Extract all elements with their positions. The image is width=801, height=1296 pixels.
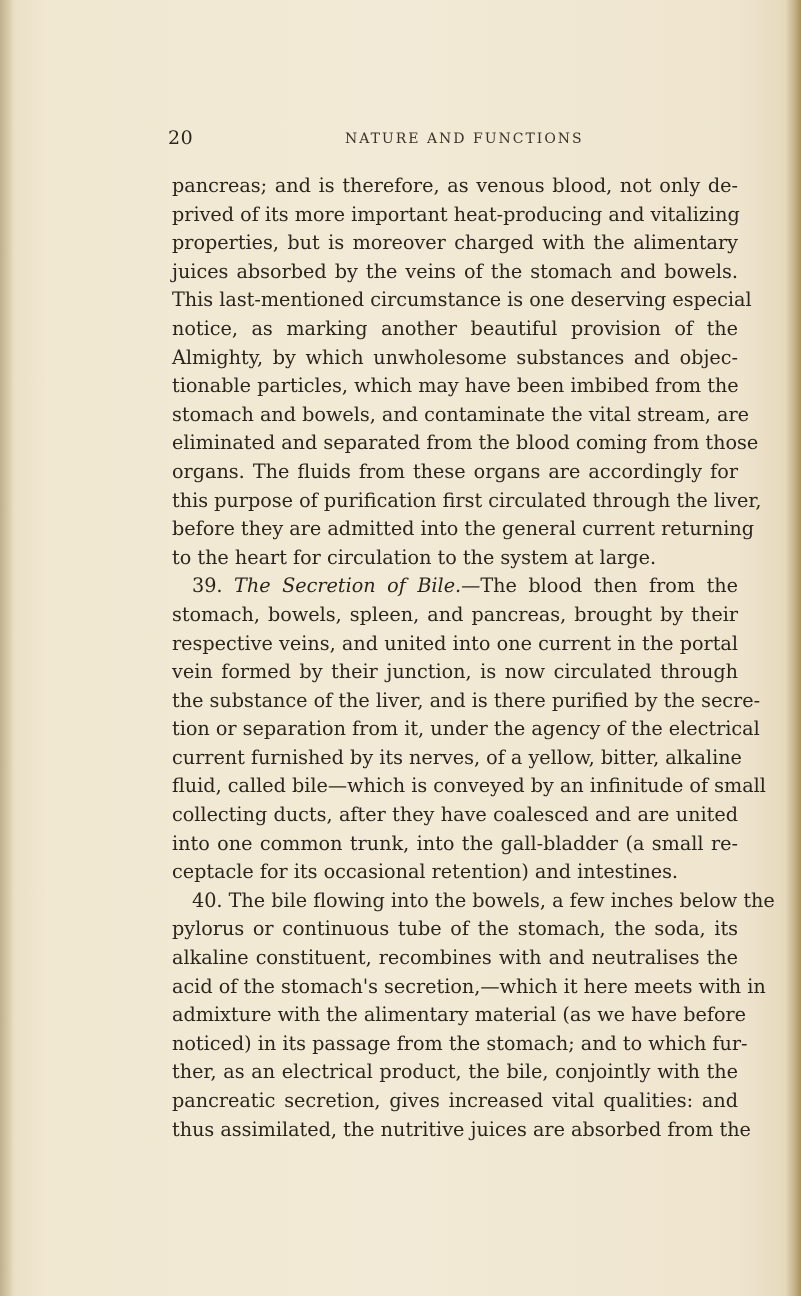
text-line: vein formed by their junction, is now circulated through	[172, 660, 738, 684]
text-line: into one common trunk, into the gall-bladder (a small re-	[172, 831, 738, 855]
text-line	[172, 887, 775, 916]
running-title: NATURE AND FUNCTIONS	[345, 131, 584, 147]
page-gutter-shadow	[0, 0, 14, 1296]
text-line: before they are admitted into the general current returning	[172, 517, 755, 541]
text-line	[172, 572, 738, 601]
text-line: properties, but is moreover charged with the alimentary	[172, 231, 738, 255]
text-line: organs. The fluids from these organs are accordingly for	[172, 459, 738, 483]
section-first-line: —The blood then from the	[461, 574, 738, 598]
text-line: This last-mentioned circumstance is one deserving especial	[172, 288, 752, 312]
text-line: pancreas; and is therefore, as venous blood, not only de-	[172, 174, 738, 197]
section-first-line: The bile flowing into the bowels, a few inches below the	[228, 888, 775, 912]
text-line: alkaline constituent, recombines with and neutralises the	[172, 946, 738, 970]
text-line: stomach, bowels, spleen, and pancreas, brought by their	[172, 602, 738, 626]
body-text	[172, 172, 775, 1144]
text-line: admixture with the alimentary material (as we have before	[172, 1003, 747, 1027]
paragraph-40	[172, 887, 775, 1144]
text-line: the substance of the liver, and is there purified by the secre-	[172, 688, 761, 712]
text-line: noticed) in its passage from the stomach; and to which fur-	[172, 1031, 748, 1055]
text-line: pancreatic secretion, gives increased vital qualities: and	[172, 1089, 738, 1112]
text-line: tion or separation from it, under the agency of the electrical	[172, 717, 760, 741]
text-line: ther, as an electrical product, the bile, conjointly with the	[172, 1060, 738, 1084]
paragraph-continued	[172, 172, 762, 572]
text-line: juices absorbed by the veins of the stomach and bowels.	[172, 259, 738, 283]
text-line: tionable particles, which may have been imbibed from the	[172, 374, 739, 398]
text-line: acid of the stomach's secretion,—which it here meets with in	[172, 974, 766, 998]
text-line: pylorus or continuous tube of the stomach, the soda, its	[172, 917, 738, 941]
text-line: prived of its more important heat-producing and vitalizing	[172, 202, 740, 226]
text-line: eliminated and separated from the blood coming from those	[172, 431, 759, 455]
paragraph-39	[172, 572, 766, 887]
text-line: notice, as marking another beautiful provision of the	[172, 316, 738, 340]
text-line: current furnished by its nerves, of a yellow, bitter, alkaline	[172, 745, 742, 769]
text-line: respective veins, and united into one current in the portal	[172, 631, 738, 655]
page-edge-shadow	[785, 0, 801, 1296]
section-title: The Secretion of Bile.	[234, 574, 462, 598]
page-header	[0, 127, 801, 157]
text-line: to the heart for circulation to the system at large.	[172, 545, 657, 569]
text-line: collecting ducts, after they have coalesced and are united	[172, 803, 738, 827]
text-line: stomach and bowels, and contaminate the vital stream, are	[172, 402, 749, 426]
text-line: this purpose of purification first circulated through the liver,	[172, 488, 762, 512]
text-line: fluid, called bile—which is conveyed by an infinitude of small	[172, 774, 766, 798]
section-number: 40.	[192, 888, 223, 912]
page-number: 20	[168, 127, 194, 149]
text-line: ceptacle for its occasional retention) and intestines.	[172, 860, 679, 884]
text-line: Almighty, by which unwholesome substances and objec-	[172, 345, 738, 369]
section-number: 39.	[192, 574, 223, 598]
text-line: thus assimilated, the nutritive juices are absorbed from the	[172, 1117, 751, 1141]
